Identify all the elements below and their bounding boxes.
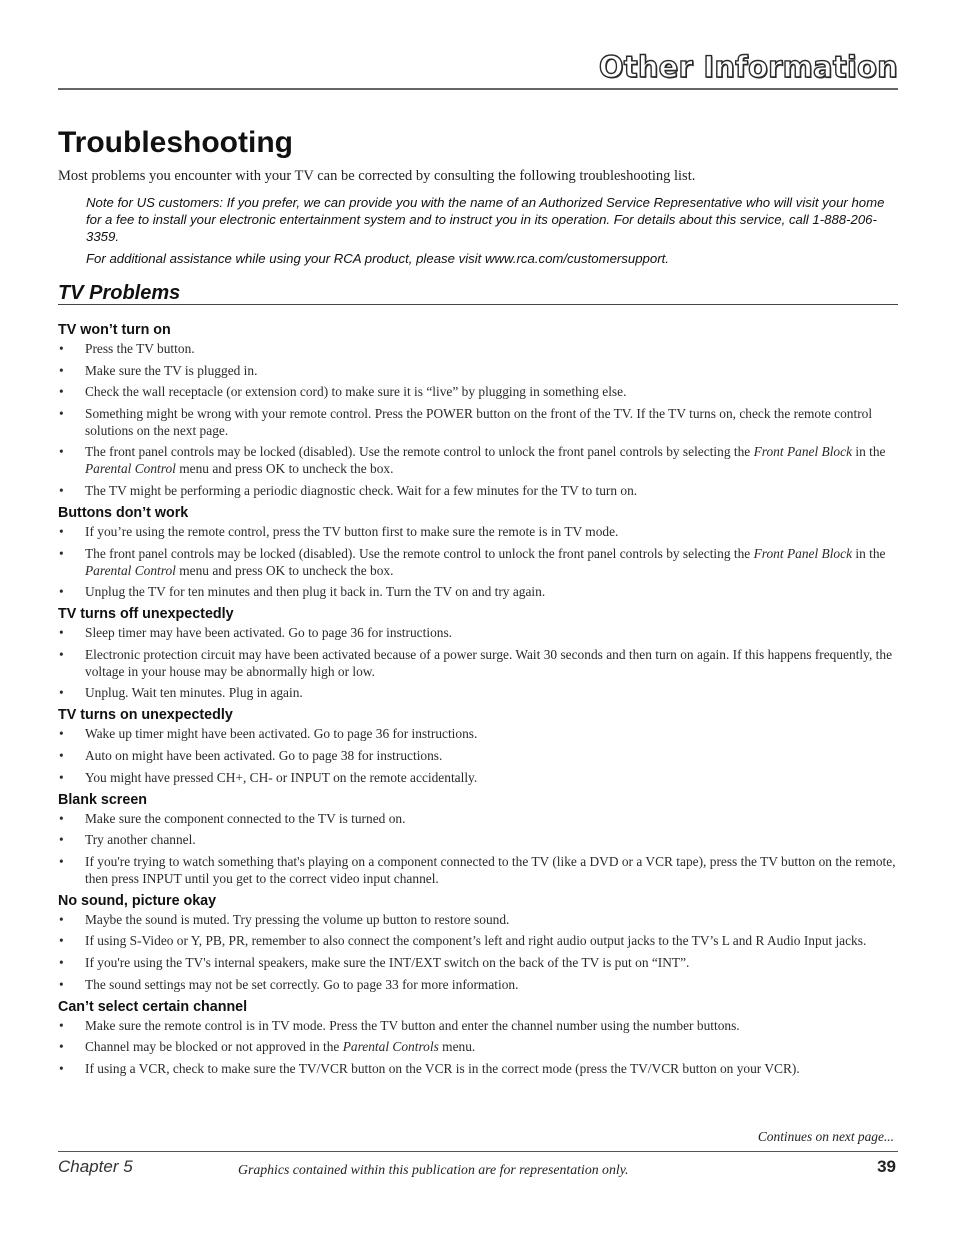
solution-text: Channel may be blocked or not approved in the xyxy=(85,1039,343,1055)
bullet-icon: • xyxy=(59,769,64,785)
subsection-header xyxy=(58,281,898,305)
solution-text: Press the TV button. xyxy=(85,341,195,356)
bullet-icon: • xyxy=(59,341,64,356)
solution-item xyxy=(58,831,898,848)
solution-item xyxy=(58,911,898,928)
bullet-icon: • xyxy=(59,726,64,742)
problem-title: No sound, picture okay xyxy=(58,892,217,909)
bullet-icon: • xyxy=(59,810,64,826)
problem-title: Buttons don’t work xyxy=(58,504,189,521)
solution-text: If using a VCR, check to make sure the TV/VCR button on the VCR is in the correct mode (press the TV/VCR button on your VCR). xyxy=(85,1060,800,1076)
section-title: Other Information xyxy=(598,50,898,84)
troubleshooting-list xyxy=(58,321,898,1081)
solution-item xyxy=(58,624,898,641)
bullet-icon: • xyxy=(59,1039,64,1055)
solution-text: If you’re using the remote control, press the TV button first to make sure the remote is in TV mode. xyxy=(85,523,619,539)
solution-text: in the xyxy=(852,545,886,561)
solution-item xyxy=(58,954,898,971)
solution-text: The front panel controls may be locked (disabled). Use the remote control to unlock the front panel controls by selecting the xyxy=(85,444,754,460)
solution-text: The front panel controls may be locked (disabled). Use the remote control to unlock the front panel controls by selecting the xyxy=(85,545,754,561)
intro-paragraph: Most problems you encounter with your TV can be corrected by consulting the following troubleshooting list. xyxy=(58,168,696,184)
problem-title: TV turns off unexpectedly xyxy=(58,606,234,623)
solution-text: Wake up timer might have been activated. Go to page 36 for instructions. xyxy=(85,726,478,742)
solution-text: If using S-Video or Y, PB, PR, remember to also connect the component’s left and right audio output jacks to the TV’s L and R Audio Input jacks. xyxy=(85,933,867,949)
solution-item xyxy=(58,362,898,379)
solution-item xyxy=(58,976,898,993)
solution-text: menu and press OK to uncheck the box. xyxy=(175,461,394,477)
solution-text: Unplug the TV for ten minutes and then plug it back in. Turn the TV on and try again. xyxy=(85,584,546,600)
subsection-title: TV Problems xyxy=(58,282,181,304)
chapter-label: Chapter 5 xyxy=(58,1157,133,1176)
bullet-icon: • xyxy=(59,482,64,498)
solution-item xyxy=(58,725,898,742)
problem-group xyxy=(58,998,898,1077)
solution-item xyxy=(58,747,898,764)
bullet-icon: • xyxy=(59,545,64,561)
solution-item xyxy=(58,523,898,540)
bullet-icon: • xyxy=(59,523,64,539)
problem-group xyxy=(58,892,898,993)
solution-item xyxy=(58,1038,898,1055)
solution-item xyxy=(58,646,898,680)
problem-group xyxy=(58,791,898,887)
bullet-icon: • xyxy=(59,976,64,992)
additional-assistance-note: For additional assistance while using your RCA product, please visit www.rca.com/customersupport. xyxy=(86,251,669,266)
solution-text: Sleep timer may have been activated. Go to page 36 for instructions. xyxy=(85,625,453,641)
bullet-icon: • xyxy=(59,747,64,763)
bullet-icon: • xyxy=(59,646,64,662)
solution-text: Unplug. Wait ten minutes. Plug in again. xyxy=(85,685,303,701)
bullet-icon: • xyxy=(59,911,64,927)
solution-item xyxy=(58,1017,898,1034)
bullet-icon: • xyxy=(59,1060,64,1076)
problem-title: Blank screen xyxy=(58,791,148,808)
solution-text: If you're trying to watch something that's playing on a component connected to the TV (like a DVD or a VCR tape), press the TV button on the remote, then press INPUT until you get to the correct video input channel. xyxy=(85,853,896,886)
solution-text: Make sure the component connected to the TV is turned on. xyxy=(85,810,406,826)
bullet-icon: • xyxy=(59,362,64,378)
problem-title: TV turns on unexpectedly xyxy=(58,707,233,724)
bullet-icon: • xyxy=(59,584,64,600)
bullet-icon: • xyxy=(59,1017,64,1033)
solution-text: menu and press OK to uncheck the box. xyxy=(175,562,394,578)
solution-item xyxy=(58,340,898,357)
footer-rule xyxy=(58,1151,898,1152)
solution-text: Electronic protection circuit may have been activated because of a power surge. Wait 30 seconds and then turn on again. If this happens frequently, the voltage in your house may be abnormally high or low. xyxy=(85,646,893,679)
bullet-icon: • xyxy=(59,933,64,949)
solution-text: The sound settings may not be set correctly. Go to page 33 for more information. xyxy=(85,976,519,992)
menu-reference: Front Panel Block xyxy=(753,444,853,460)
bullet-icon: • xyxy=(59,853,64,869)
footer-disclaimer: Graphics contained within this publication are for representation only. xyxy=(238,1162,629,1177)
problem-title: Can’t select certain channel xyxy=(58,998,248,1015)
solution-item xyxy=(58,1060,898,1077)
problem-title: TV won’t turn on xyxy=(58,322,171,338)
bullet-icon: • xyxy=(59,444,64,460)
bullet-icon: • xyxy=(59,384,64,400)
bullet-icon: • xyxy=(59,954,64,970)
problem-group xyxy=(58,321,898,499)
solution-text: You might have pressed CH+, CH- or INPUT on the remote accidentally. xyxy=(85,769,478,785)
solution-text: in the xyxy=(852,444,886,460)
solution-item xyxy=(58,810,898,827)
bullet-icon: • xyxy=(59,405,64,421)
menu-reference: Parental Controls xyxy=(342,1039,439,1055)
solution-item xyxy=(58,443,898,477)
solution-item xyxy=(58,583,898,600)
bullet-icon: • xyxy=(59,625,64,641)
header-rule xyxy=(58,88,898,90)
solution-text: menu. xyxy=(438,1039,476,1055)
problem-group xyxy=(58,504,898,600)
page-title: Troubleshooting xyxy=(58,126,293,159)
solution-item xyxy=(58,545,898,579)
solution-item xyxy=(58,405,898,439)
page-number: 39 xyxy=(877,1157,896,1176)
solution-text: Auto on might have been activated. Go to page 38 for instructions. xyxy=(85,747,443,763)
solution-text: The TV might be performing a periodic diagnostic check. Wait for a few minutes for the TV to turn on. xyxy=(85,482,638,498)
solution-text: Maybe the sound is muted. Try pressing the volume up button to restore sound. xyxy=(85,911,510,927)
solution-text: Try another channel. xyxy=(85,832,196,848)
solution-text: If you're using the TV's internal speakers, make sure the INT/EXT switch on the back of the TV is put on “INT”. xyxy=(85,954,690,970)
solution-text: Check the wall receptacle (or extension cord) to make sure it is “live” by plugging in something else. xyxy=(85,384,627,400)
menu-reference: Front Panel Block xyxy=(753,545,853,561)
bullet-icon: • xyxy=(59,685,64,701)
solution-text: Make sure the TV is plugged in. xyxy=(85,362,258,378)
solution-item xyxy=(58,769,898,786)
menu-reference: Parental Control xyxy=(85,562,176,578)
solution-item xyxy=(58,482,898,499)
solution-item xyxy=(58,853,898,887)
solution-text: Make sure the remote control is in TV mode. Press the TV button and enter the channel number using the number buttons. xyxy=(85,1017,740,1033)
bullet-icon: • xyxy=(59,832,64,848)
problem-group xyxy=(58,605,898,701)
solution-item xyxy=(58,383,898,400)
problem-group xyxy=(58,706,898,785)
solution-item xyxy=(58,684,898,701)
menu-reference: Parental Control xyxy=(85,461,176,477)
solution-text: Something might be wrong with your remote control. Press the POWER button on the front of the TV. If the TV turns on, check the remote control solutions on the next page. xyxy=(85,405,873,438)
solution-item xyxy=(58,932,898,949)
us-customers-note: Note for US customers: If you prefer, we can provide you with the name of an Authorized Service Representative who will visit your home for a fee to install your electronic entertainment system and to instruct you in its operation. For details about this service, call 1-888-206-3359. xyxy=(86,195,885,244)
continues-note: Continues on next page... xyxy=(757,1129,894,1144)
